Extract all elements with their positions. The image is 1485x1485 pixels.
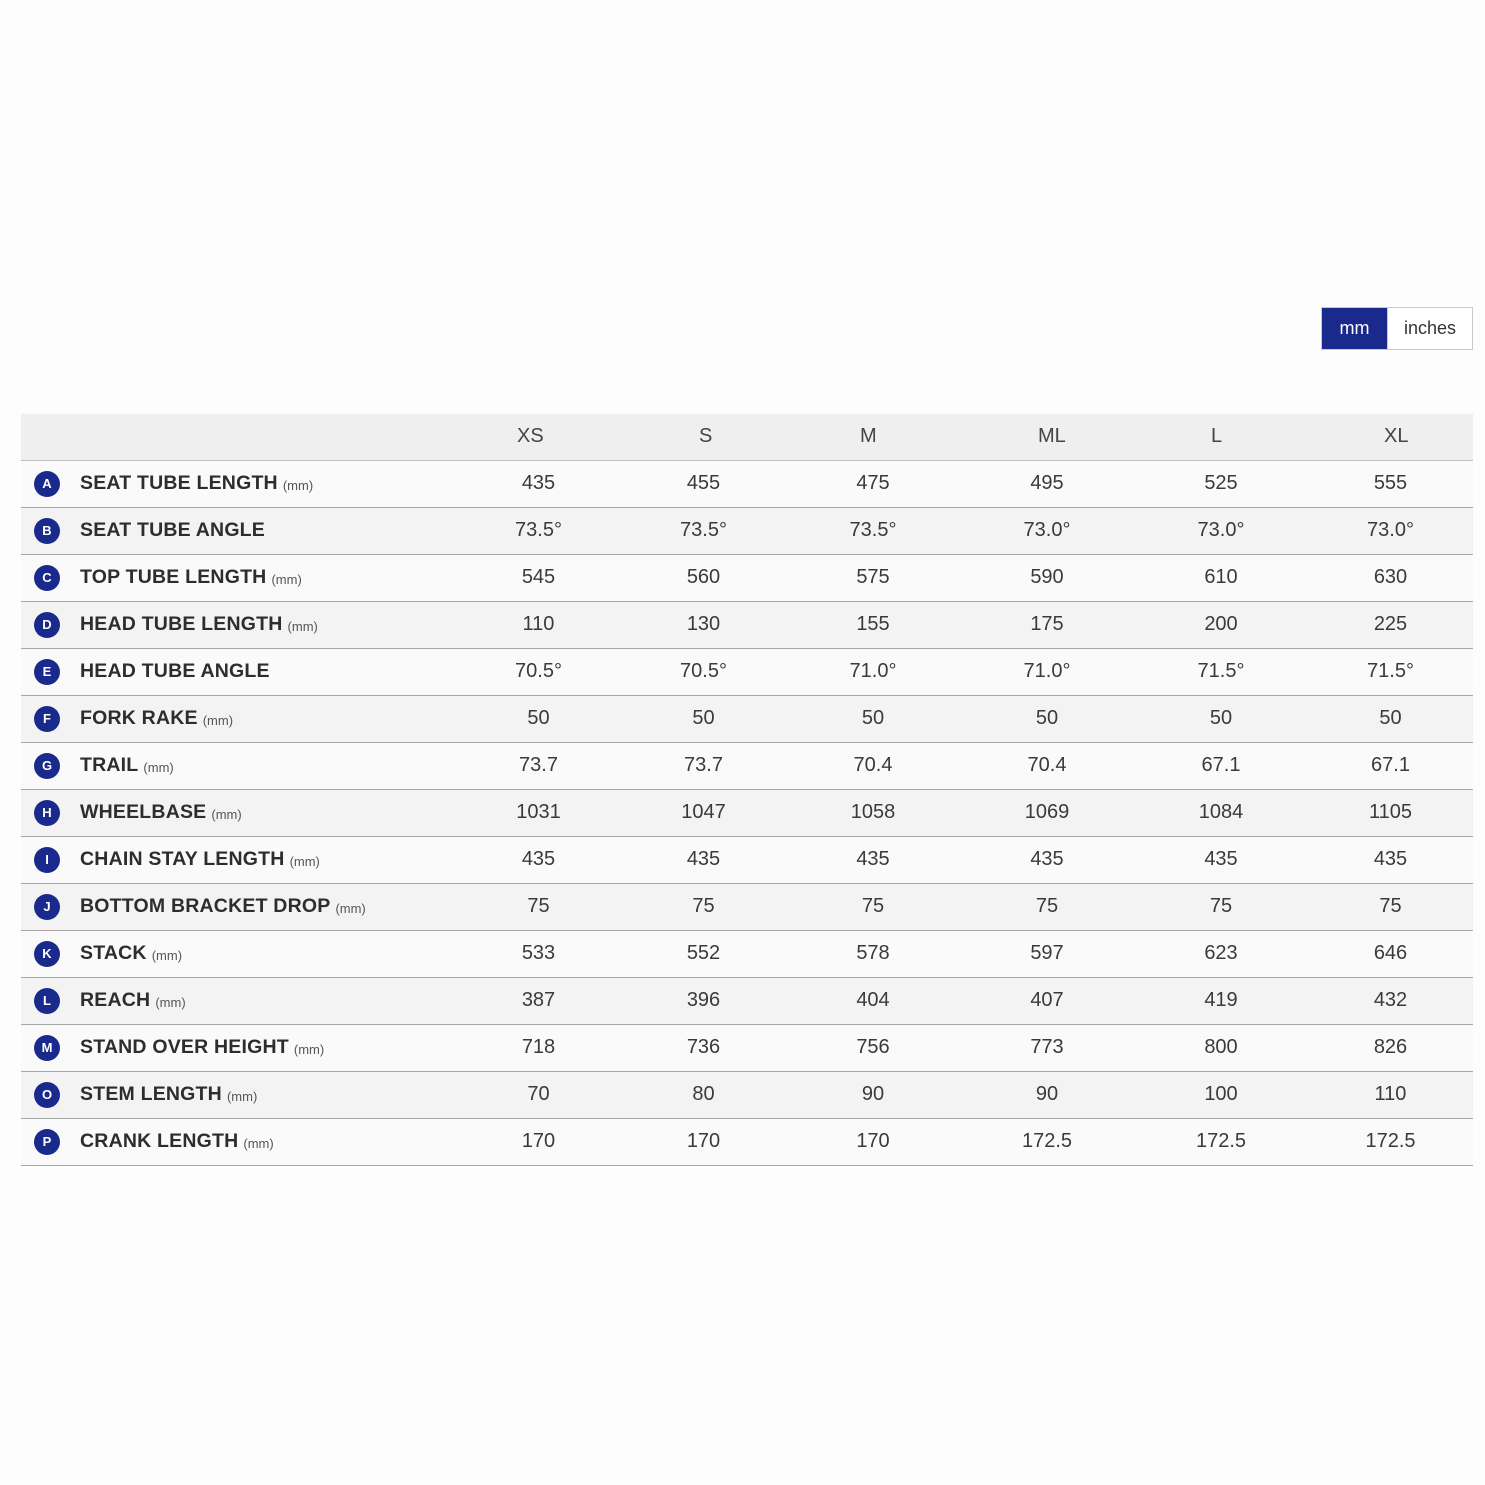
size-value-cell: 75 [1379, 895, 1402, 917]
unit-toggle [1321, 307, 1473, 350]
size-value-cell: 773 [1030, 1036, 1064, 1058]
measurement-name: SEAT TUBE ANGLE [80, 519, 266, 541]
measurement-unit: (mm) [293, 1042, 325, 1057]
size-value-cell: 73.5° [680, 519, 727, 541]
size-value-cell: 545 [521, 566, 556, 588]
measurement-name: CRANK LENGTH [80, 1130, 239, 1152]
size-value-cell: 70.4 [853, 754, 893, 776]
size-value-cell: 404 [856, 989, 890, 1011]
size-value-cell: 172.5 [1195, 1130, 1247, 1152]
size-value-cell: 73.0° [1197, 519, 1245, 541]
table-row [21, 742, 1473, 789]
size-value-cell: 1058 [850, 801, 896, 823]
table-row [21, 1118, 1473, 1165]
size-header: XL [1384, 425, 1409, 448]
size-value-cell: 80 [692, 1083, 715, 1105]
size-value-cell: 578 [856, 942, 890, 964]
size-value-cell: 1084 [1198, 801, 1244, 823]
table-row [21, 648, 1473, 695]
measurement-name: STEM LENGTH [80, 1083, 222, 1105]
measurement-label-cell [21, 1118, 456, 1165]
measurement-label [21, 753, 456, 779]
size-value-cell: 1031 [516, 801, 561, 823]
size-value-cell: 50 [692, 707, 715, 729]
table-row [21, 695, 1473, 742]
size-value-cell: 73.7 [684, 754, 723, 776]
size-value-cell: 225 [1373, 613, 1408, 635]
size-value-cell: 71.5° [1197, 660, 1245, 682]
size-value-cell: 50 [861, 707, 885, 729]
table-row [21, 507, 1473, 554]
measurement-letter-badge: H [34, 800, 60, 826]
measurement-label [21, 706, 456, 732]
size-value-cell: 170 [686, 1130, 721, 1152]
size-value-cell: 70.4 [1027, 754, 1067, 776]
size-value-cell: 597 [1030, 942, 1064, 964]
measurement-label [21, 565, 456, 591]
measurement-unit: (mm) [282, 478, 314, 493]
measurement-label [21, 847, 456, 873]
size-header: S [699, 425, 713, 448]
size-header: ML [1038, 425, 1066, 448]
size-value-cell: 630 [1373, 566, 1408, 588]
measurement-unit: (mm) [202, 713, 234, 728]
measurement-letter-badge: K [34, 941, 60, 967]
size-value-cell: 170 [521, 1130, 556, 1152]
size-value-cell: 70 [527, 1083, 550, 1105]
size-value-cell: 172.5 [1021, 1130, 1073, 1152]
table-row [21, 789, 1473, 836]
table-row [21, 1071, 1473, 1118]
size-value-cell: 70.5° [680, 660, 727, 682]
measurement-letter-badge: E [34, 659, 60, 685]
size-value-cell: 560 [686, 566, 721, 588]
size-value-cell: 826 [1373, 1036, 1408, 1058]
table-row [21, 460, 1473, 507]
size-value-cell: 475 [856, 472, 890, 494]
measurement-letter-badge: J [34, 894, 60, 920]
table-row [21, 930, 1473, 977]
measurement-letter-badge: P [34, 1129, 60, 1155]
size-value-cell: 75 [692, 895, 715, 917]
measurement-label-cell [21, 695, 456, 742]
size-value-cell: 800 [1204, 1036, 1238, 1058]
measurement-label [21, 941, 456, 967]
geometry-table [21, 414, 1473, 1166]
mm-button[interactable]: mm [1322, 308, 1387, 349]
measurement-label-cell [21, 836, 456, 883]
measurement-unit: (mm) [226, 1089, 258, 1104]
measurement-letter-badge: L [34, 988, 60, 1014]
size-value-cell: 455 [686, 472, 721, 494]
measurement-label-cell [21, 554, 456, 601]
size-value-cell: 170 [856, 1130, 890, 1152]
measurement-label [21, 894, 456, 920]
size-value-cell: 175 [1030, 613, 1064, 635]
measurement-label [21, 518, 456, 544]
measurement-label-cell [21, 930, 456, 977]
size-header-row [21, 414, 1473, 460]
size-value-cell: 435 [856, 848, 890, 870]
size-value-cell: 590 [1030, 566, 1064, 588]
size-value-cell: 435 [1373, 848, 1408, 870]
measurement-label-cell [21, 742, 456, 789]
table-row [21, 883, 1473, 930]
size-value-cell: 1105 [1368, 801, 1412, 823]
size-value-cell: 50 [1035, 707, 1059, 729]
size-value-cell: 432 [1373, 989, 1408, 1011]
measurement-unit: (mm) [211, 807, 242, 822]
table-header [21, 414, 1473, 460]
size-value-cell: 75 [861, 895, 885, 917]
measurement-unit: (mm) [143, 760, 174, 775]
size-value-cell: 200 [1204, 613, 1238, 635]
size-value-cell: 555 [1373, 472, 1408, 494]
size-value-cell: 525 [1204, 472, 1238, 494]
measurement-unit: (mm) [243, 1136, 274, 1151]
size-value-cell: 396 [686, 989, 721, 1011]
measurement-label-cell [21, 977, 456, 1024]
size-header: M [860, 425, 877, 448]
table-row [21, 836, 1473, 883]
size-value-cell: 50 [1379, 707, 1402, 729]
size-value-cell: 73.0° [1367, 519, 1414, 541]
table-row [21, 601, 1473, 648]
size-value-cell: 67.1 [1201, 754, 1241, 776]
measurement-label-cell [21, 1071, 456, 1118]
measurement-label-cell [21, 648, 456, 695]
label-column-header [21, 414, 456, 460]
size-value-cell: 1047 [681, 801, 726, 823]
size-value-cell: 1069 [1024, 801, 1070, 823]
measurement-name: STACK [80, 942, 147, 964]
measurement-label-cell [21, 601, 456, 648]
measurement-label [21, 471, 456, 497]
measurement-label [21, 1082, 456, 1108]
measurement-label-cell [21, 789, 456, 836]
measurement-label-cell [21, 1024, 456, 1071]
measurement-letter-badge: C [34, 565, 60, 591]
size-value-cell: 71.0° [1023, 660, 1071, 682]
measurement-letter-badge: O [34, 1082, 60, 1108]
size-value-cell: 70.5° [515, 660, 562, 682]
size-value-cell: 75 [1209, 895, 1233, 917]
size-value-cell: 73.5° [849, 519, 897, 541]
size-value-cell: 90 [861, 1083, 885, 1105]
measurement-name: HEAD TUBE LENGTH [80, 613, 283, 635]
measurement-name: CHAIN STAY LENGTH [80, 848, 285, 870]
size-value-cell: 718 [521, 1036, 556, 1058]
measurement-name: SEAT TUBE LENGTH [80, 472, 278, 494]
measurement-letter-badge: A [34, 471, 60, 497]
measurement-name: WHEELBASE [80, 801, 207, 823]
measurement-unit: (mm) [151, 948, 183, 963]
size-value-cell: 407 [1030, 989, 1064, 1011]
size-value-cell: 435 [1204, 848, 1238, 870]
size-value-cell: 130 [686, 613, 721, 635]
size-value-cell: 435 [1030, 848, 1064, 870]
size-value-cell: 50 [527, 707, 550, 729]
size-value-cell: 387 [521, 989, 556, 1011]
measurement-label [21, 988, 456, 1014]
size-value-cell: 73.7 [519, 754, 558, 776]
measurement-label-cell [21, 507, 456, 554]
size-value-cell: 75 [527, 895, 550, 917]
size-value-cell: 110 [522, 613, 555, 635]
size-value-cell: 495 [1030, 472, 1064, 494]
size-value-cell: 736 [686, 1036, 721, 1058]
size-value-cell: 73.0° [1023, 519, 1071, 541]
size-value-cell: 610 [1204, 566, 1238, 588]
size-value-cell: 50 [1209, 707, 1233, 729]
table-row [21, 1024, 1473, 1071]
size-value-cell: 435 [521, 848, 556, 870]
measurement-label [21, 612, 456, 638]
table-row [21, 554, 1473, 601]
size-value-cell: 646 [1373, 942, 1408, 964]
size-value-cell: 575 [856, 566, 890, 588]
measurement-letter-badge: I [34, 847, 60, 873]
measurement-letter-badge: B [34, 518, 60, 544]
size-value-cell: 155 [856, 613, 890, 635]
measurement-unit: (mm) [289, 854, 320, 869]
measurement-label [21, 1129, 456, 1155]
measurement-label [21, 1035, 456, 1061]
size-value-cell: 71.5° [1367, 660, 1414, 682]
size-value-cell: 90 [1035, 1083, 1059, 1105]
measurement-name: TOP TUBE LENGTH [80, 566, 267, 588]
measurement-name: FORK RAKE [80, 707, 198, 729]
size-value-cell: 71.0° [849, 660, 897, 682]
measurement-letter-badge: G [34, 753, 60, 779]
measurement-name: HEAD TUBE ANGLE [80, 660, 270, 682]
size-header: XS [517, 425, 544, 448]
size-value-cell: 623 [1204, 942, 1238, 964]
size-value-cell: 419 [1204, 989, 1238, 1011]
measurement-name: REACH [80, 989, 151, 1011]
size-value-cell: 73.5° [515, 519, 562, 541]
size-value-cell: 110 [1374, 1083, 1407, 1105]
size-value-cell: 100 [1204, 1083, 1238, 1105]
table-row [21, 977, 1473, 1024]
measurement-letter-badge: M [34, 1035, 60, 1061]
measurement-name: BOTTOM BRACKET DROP [80, 895, 331, 917]
size-value-cell: 435 [521, 472, 556, 494]
measurement-name: TRAIL [80, 754, 139, 776]
size-value-cell: 552 [686, 942, 721, 964]
table-body [21, 460, 1473, 1165]
measurement-unit: (mm) [335, 901, 366, 916]
size-header: L [1211, 425, 1223, 448]
measurement-label-cell [21, 883, 456, 930]
measurement-unit: (mm) [155, 995, 186, 1010]
size-value-cell: 75 [1035, 895, 1059, 917]
measurement-label-cell [21, 460, 456, 507]
measurement-label [21, 659, 456, 685]
size-value-cell: 533 [521, 942, 556, 964]
size-value-cell: 67.1 [1371, 754, 1410, 776]
measurement-label [21, 800, 456, 826]
measurement-unit: (mm) [287, 619, 318, 634]
size-value-cell: 172.5 [1365, 1130, 1416, 1152]
measurement-name: STAND OVER HEIGHT [80, 1036, 289, 1058]
measurement-letter-badge: F [34, 706, 60, 732]
size-value-cell: 435 [686, 848, 721, 870]
size-value-cell: 756 [856, 1036, 890, 1058]
inches-button[interactable]: inches [1387, 308, 1472, 349]
measurement-unit: (mm) [271, 572, 302, 587]
measurement-letter-badge: D [34, 612, 60, 638]
